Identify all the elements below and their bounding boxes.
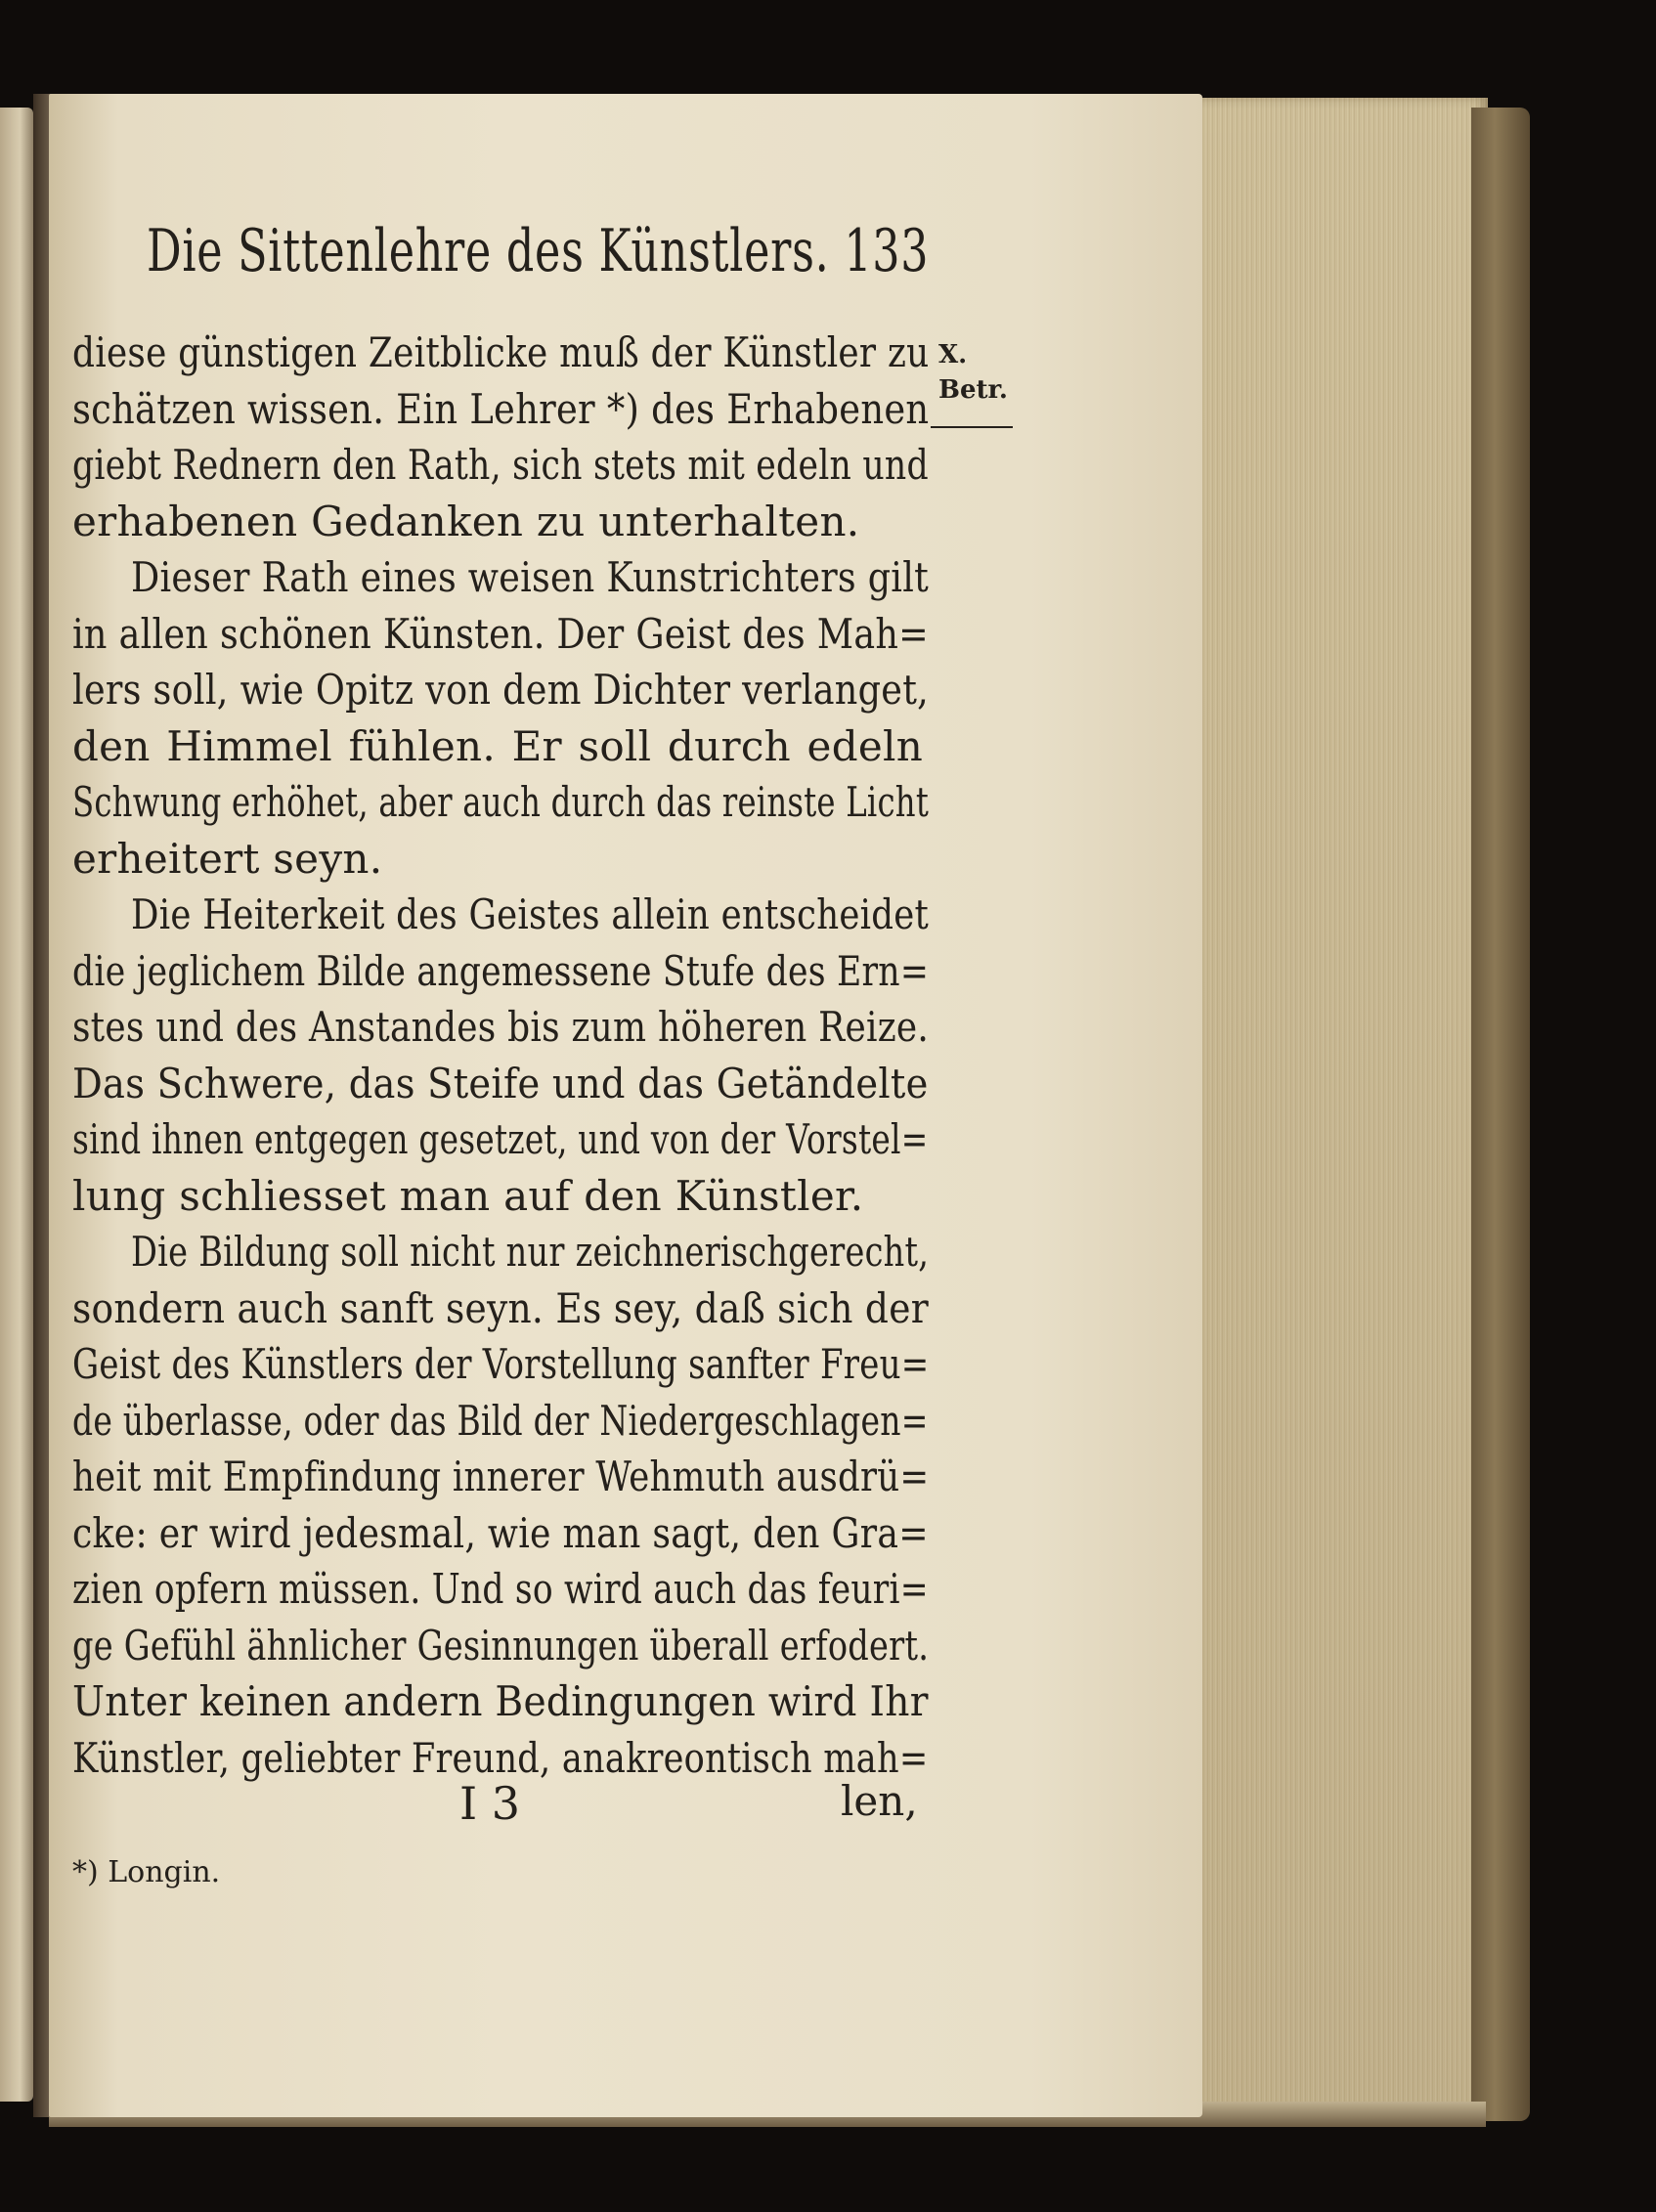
- catchword: len,: [841, 1777, 918, 1825]
- book-cover-edge: [1471, 108, 1530, 2121]
- running-head: [147, 217, 929, 285]
- text-line: die jeglichem Bilde angemessene Stufe des Ern=: [72, 946, 930, 995]
- running-head-title: Die Sittenlehre des Künstlers.: [147, 217, 830, 285]
- page-number: 133: [844, 217, 930, 285]
- text-line: Die Bildung soll nicht nur zeichnerischgerecht,: [131, 1228, 930, 1276]
- text-line: Unter keinen andern Bedingungen wird Ihr: [72, 1677, 929, 1725]
- signature-mark: I 3: [459, 1777, 521, 1830]
- text-line: den Himmel fühlen. Er soll durch edeln: [72, 721, 924, 770]
- margin-bracket: [931, 411, 1013, 428]
- text-line: de überlasse, oder das Bild der Niedergeschlagen=: [72, 1396, 929, 1445]
- text-line: sind ihnen entgegen gesetzet, und von der Vorstel=: [72, 1115, 929, 1163]
- text-line: giebt Rednern den Rath, sich stets mit edeln und: [72, 441, 929, 489]
- text-line: erheitert seyn.: [72, 834, 383, 883]
- text-line: Das Schwere, das Steife und das Getändelte: [72, 1059, 929, 1107]
- margin-note-abbrev: Betr.: [938, 375, 1008, 405]
- text-line: Dieser Rath eines weisen Kunstrichters gilt: [131, 553, 930, 601]
- text-line: erhabenen Gedanken zu unterhalten.: [72, 497, 860, 545]
- text-line: stes und des Anstandes bis zum höheren Reize.: [72, 1003, 930, 1051]
- text-line: heit mit Empfindung innerer Wehmuth ausdrü=: [72, 1453, 930, 1500]
- text-line: Künstler, geliebter Freund, anakreontisch mah=: [72, 1733, 929, 1782]
- text-line: cke: er wird jedesmal, wie man sagt, den Gra=: [72, 1508, 929, 1557]
- text-line: lung schliesset man auf den Künstler.: [72, 1171, 864, 1220]
- text-line: lers soll, wie Opitz von dem Dichter verlanget,: [72, 666, 930, 714]
- text-line: diese günstigen Zeitblicke muß der Künstler zu: [72, 328, 930, 376]
- facing-page-edge: [0, 108, 33, 2102]
- text-line: ge Gefühl ähnlicher Gesinnungen überall erfodert.: [72, 1621, 930, 1670]
- text-line: zien opfern müssen. Und so wird auch das feuri=: [72, 1565, 929, 1613]
- text-line: Geist des Künstlers der Vorstellung sanfter Freu=: [72, 1340, 930, 1388]
- text-line: Die Heiterkeit des Geistes allein entscheidet: [131, 890, 930, 938]
- footnote: *) Longin.: [72, 1855, 221, 1889]
- text-line: in allen schönen Künsten. Der Geist des Mah=: [72, 609, 929, 658]
- margin-note-section: X.: [938, 340, 968, 369]
- page-block-fore-edge: [1195, 98, 1488, 2111]
- text-line: sondern auch sanft seyn. Es sey, daß sich der: [72, 1283, 929, 1332]
- text-line: schätzen wissen. Ein Lehrer *) des Erhabenen: [72, 384, 930, 433]
- text-line: Schwung erhöhet, aber auch durch das reinste Licht: [72, 778, 930, 826]
